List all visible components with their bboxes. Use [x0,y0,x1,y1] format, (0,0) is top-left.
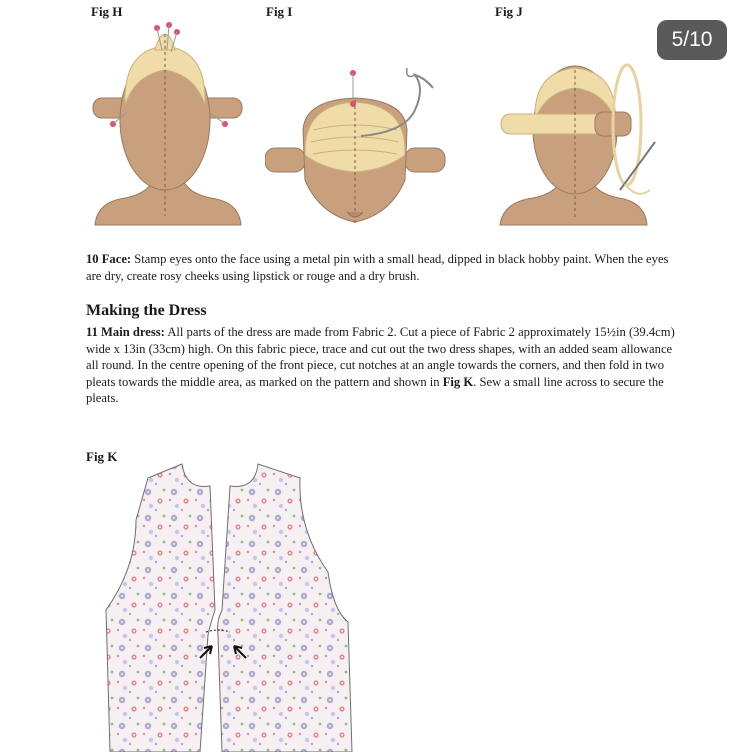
step-11-paragraph [86,324,676,407]
fig-j-label: Fig J [495,4,523,19]
step-11-text-b: . Sew a small line across to secure the pleats. [86,374,664,405]
step-10-text: Stamp eyes onto the face using a metal pin with a small head, dipped in black hobby paint. When the eyes are dry, create rosy cheeks using lipstick or rouge and a dry brush. [86,252,669,283]
fig-i-label: Fig I [266,4,293,19]
step-11-label: 11 Main dress: [86,325,165,339]
step-10-label: 10 Face: [86,252,132,266]
fig-h-label: Fig H [91,4,123,19]
slide-counter-badge: 5/10 [657,20,727,60]
step-11-text-a: All parts of the dress are made from Fabric 2. Cut a piece of Fabric 2 approximately 15½in (39.4cm) wide x 13in (33cm) high. On this fabric piece, trace and cut out the two dress shapes, with an added seam allowance all round. In the centre opening of the front piece, cut notches at an angle towards the corners, and then fold in two pleats towards the middle area, as marked on the pattern and shown in [86,325,675,389]
step-10-paragraph [86,251,676,284]
fig-j-illustration [495,50,670,230]
fig-i-illustration [265,60,465,230]
fig-k-illustration [90,460,380,752]
fig-h-illustration [85,20,250,230]
step-11-fig-ref: Fig K [442,374,474,389]
section-heading: Making the Dress [86,302,207,319]
fig-k-label: Fig K [86,449,118,464]
